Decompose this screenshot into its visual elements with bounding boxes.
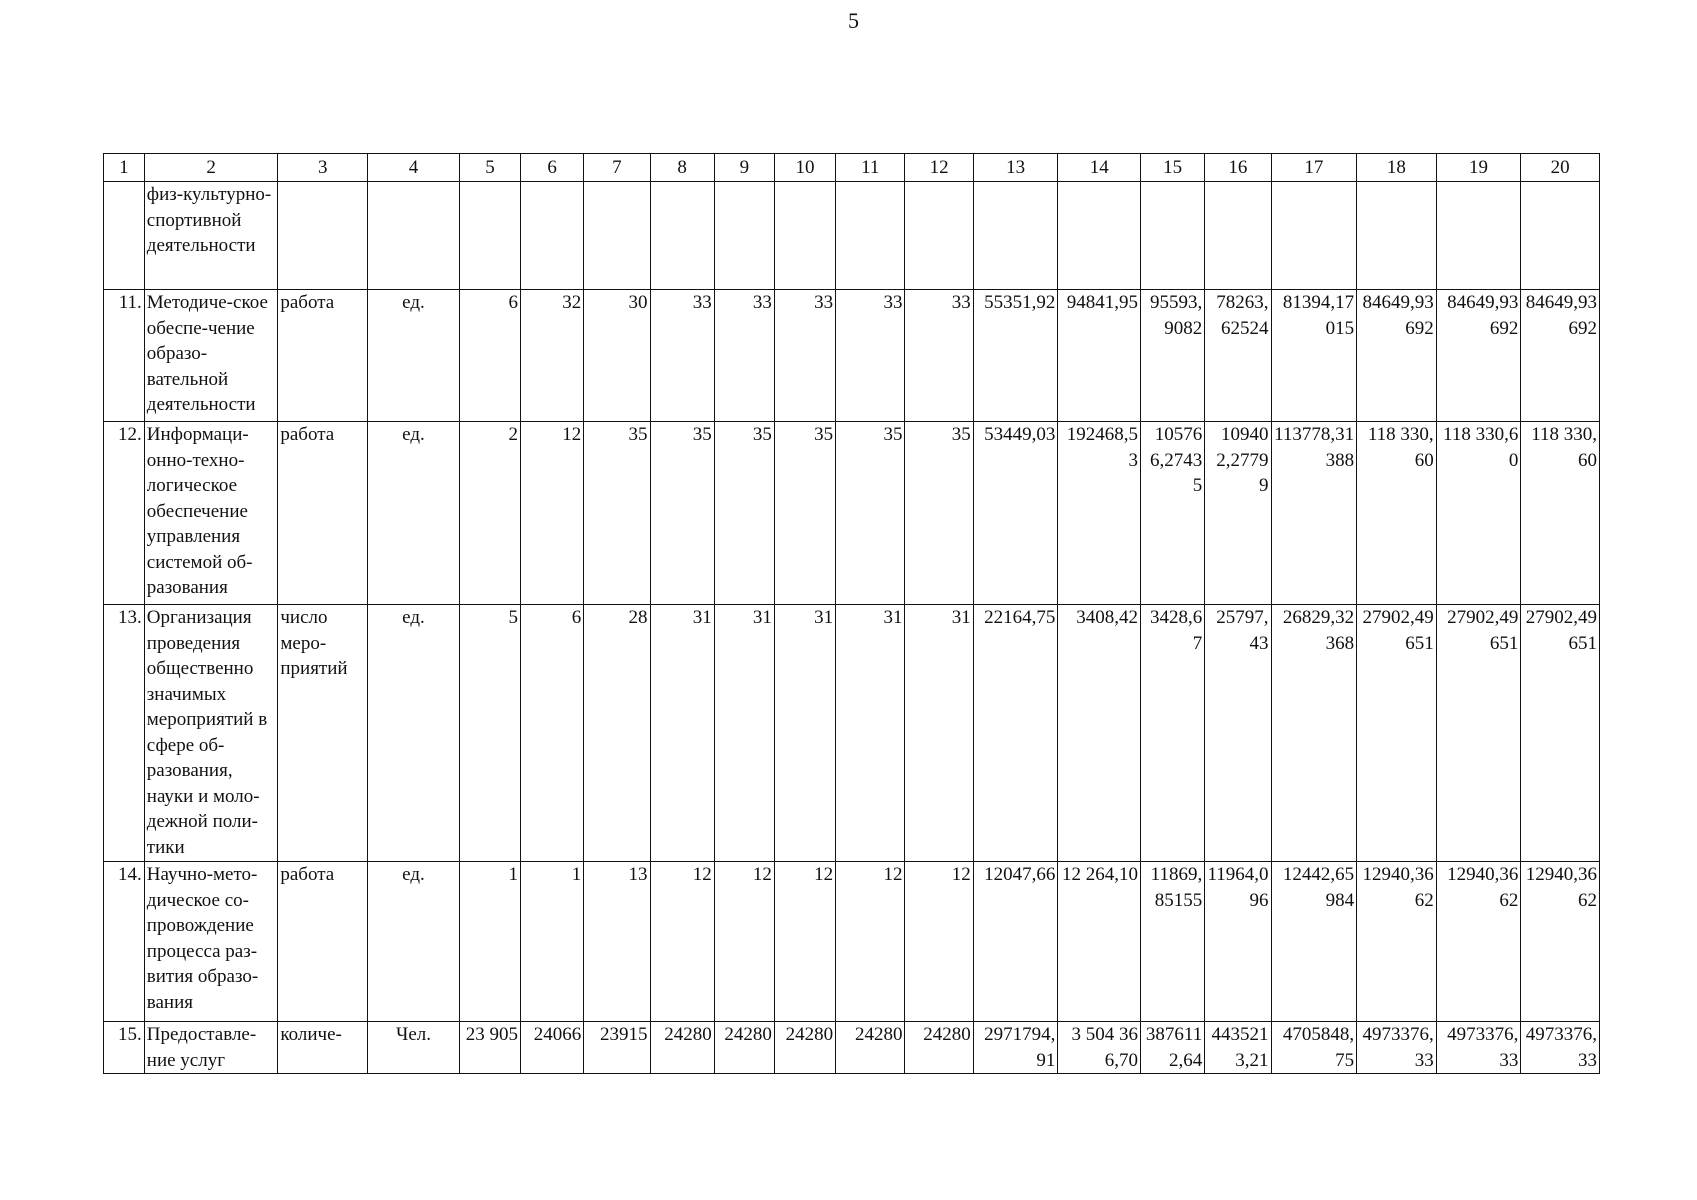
value-cell bbox=[1140, 182, 1204, 290]
header-cell: 8 bbox=[650, 154, 714, 182]
value-cell: 33 bbox=[774, 290, 835, 422]
value-cell bbox=[905, 182, 973, 290]
value-cell: 26829,32368 bbox=[1271, 605, 1357, 862]
unit-cell: ед. bbox=[368, 862, 460, 1022]
value-cell: 53449,03 bbox=[973, 422, 1058, 605]
value-cell: 84649,93692 bbox=[1357, 290, 1437, 422]
table-row bbox=[104, 862, 1600, 1022]
value-cell bbox=[584, 182, 650, 290]
header-cell: 17 bbox=[1271, 154, 1357, 182]
budget-table bbox=[103, 153, 1600, 1074]
row-number-cell bbox=[104, 182, 145, 290]
value-cell: 13 bbox=[584, 862, 650, 1022]
value-cell: 12 264,10 bbox=[1058, 862, 1141, 1022]
value-cell: 24280 bbox=[836, 1022, 905, 1074]
service-name-cell: физ-культурно-спортивной деятельности bbox=[144, 182, 278, 290]
value-cell: 4973376,33 bbox=[1357, 1022, 1437, 1074]
value-cell: 30 bbox=[584, 290, 650, 422]
value-cell: 3 504 366,70 bbox=[1058, 1022, 1141, 1074]
value-cell bbox=[1058, 182, 1141, 290]
value-cell: 1 bbox=[521, 862, 584, 1022]
value-cell: 33 bbox=[905, 290, 973, 422]
value-cell: 31 bbox=[774, 605, 835, 862]
value-cell: 35 bbox=[774, 422, 835, 605]
value-cell bbox=[1271, 182, 1357, 290]
value-cell: 55351,92 bbox=[973, 290, 1058, 422]
value-cell: 4705848,75 bbox=[1271, 1022, 1357, 1074]
measure-cell: количе- bbox=[278, 1022, 368, 1074]
header-cell: 11 bbox=[836, 154, 905, 182]
value-cell bbox=[1521, 182, 1600, 290]
value-cell: 24280 bbox=[905, 1022, 973, 1074]
value-cell: 35 bbox=[714, 422, 774, 605]
value-cell bbox=[459, 182, 520, 290]
table-row bbox=[104, 605, 1600, 862]
measure-cell bbox=[278, 182, 368, 290]
value-cell: 109402,27799 bbox=[1205, 422, 1271, 605]
row-number-cell: 13. bbox=[104, 605, 145, 862]
value-cell: 31 bbox=[714, 605, 774, 862]
header-cell: 1 bbox=[104, 154, 145, 182]
header-cell: 7 bbox=[584, 154, 650, 182]
table-row bbox=[104, 182, 1600, 290]
row-number-cell: 14. bbox=[104, 862, 145, 1022]
value-cell: 23 905 bbox=[459, 1022, 520, 1074]
value-cell: 22164,75 bbox=[973, 605, 1058, 862]
value-cell: 11964,096 bbox=[1205, 862, 1271, 1022]
header-cell: 9 bbox=[714, 154, 774, 182]
table-row bbox=[104, 290, 1600, 422]
service-name-cell: Методиче-ское обеспе-чение образо-вательной деятельности bbox=[144, 290, 278, 422]
header-cell: 20 bbox=[1521, 154, 1600, 182]
value-cell: 192468,53 bbox=[1058, 422, 1141, 605]
value-cell: 118 330,60 bbox=[1436, 422, 1521, 605]
unit-cell: Чел. bbox=[368, 1022, 460, 1074]
value-cell: 12442,65984 bbox=[1271, 862, 1357, 1022]
row-number-cell: 11. bbox=[104, 290, 145, 422]
value-cell: 35 bbox=[584, 422, 650, 605]
value-cell bbox=[1436, 182, 1521, 290]
value-cell: 81394,17015 bbox=[1271, 290, 1357, 422]
value-cell: 4435213,21 bbox=[1205, 1022, 1271, 1074]
value-cell: 11869,85155 bbox=[1140, 862, 1204, 1022]
value-cell: 2 bbox=[459, 422, 520, 605]
value-cell: 27902,49651 bbox=[1357, 605, 1437, 862]
value-cell: 4973376,33 bbox=[1436, 1022, 1521, 1074]
value-cell: 31 bbox=[905, 605, 973, 862]
header-cell: 19 bbox=[1436, 154, 1521, 182]
value-cell: 33 bbox=[836, 290, 905, 422]
value-cell: 27902,49651 bbox=[1436, 605, 1521, 862]
value-cell: 27902,49651 bbox=[1521, 605, 1600, 862]
header-cell: 18 bbox=[1357, 154, 1437, 182]
value-cell: 4973376,33 bbox=[1521, 1022, 1600, 1074]
measure-cell: работа bbox=[278, 862, 368, 1022]
header-cell: 13 bbox=[973, 154, 1058, 182]
value-cell: 6 bbox=[521, 605, 584, 862]
service-name-cell: Научно-мето-дическое со-провождение процесса раз-вития образо-вания bbox=[144, 862, 278, 1022]
unit-cell: ед. bbox=[368, 422, 460, 605]
value-cell: 113778,31388 bbox=[1271, 422, 1357, 605]
header-row bbox=[104, 154, 1600, 182]
value-cell: 105766,27435 bbox=[1140, 422, 1204, 605]
table-body bbox=[104, 154, 1600, 1074]
value-cell bbox=[836, 182, 905, 290]
value-cell: 78263,62524 bbox=[1205, 290, 1271, 422]
value-cell bbox=[973, 182, 1058, 290]
value-cell: 31 bbox=[836, 605, 905, 862]
header-cell: 12 bbox=[905, 154, 973, 182]
value-cell: 12 bbox=[521, 422, 584, 605]
value-cell: 12 bbox=[650, 862, 714, 1022]
header-cell: 16 bbox=[1205, 154, 1271, 182]
value-cell: 24280 bbox=[650, 1022, 714, 1074]
value-cell: 84649,93692 bbox=[1521, 290, 1600, 422]
value-cell: 12 bbox=[714, 862, 774, 1022]
value-cell: 5 bbox=[459, 605, 520, 862]
table-row bbox=[104, 422, 1600, 605]
value-cell: 6 bbox=[459, 290, 520, 422]
value-cell: 12047,66 bbox=[973, 862, 1058, 1022]
header-cell: 2 bbox=[144, 154, 278, 182]
header-cell: 4 bbox=[368, 154, 460, 182]
value-cell: 3876112,64 bbox=[1140, 1022, 1204, 1074]
unit-cell: ед. bbox=[368, 605, 460, 862]
value-cell bbox=[521, 182, 584, 290]
value-cell: 12940,3662 bbox=[1357, 862, 1437, 1022]
value-cell: 3428,67 bbox=[1140, 605, 1204, 862]
value-cell: 24280 bbox=[714, 1022, 774, 1074]
value-cell: 95593,9082 bbox=[1140, 290, 1204, 422]
value-cell: 118 330,60 bbox=[1357, 422, 1437, 605]
value-cell: 23915 bbox=[584, 1022, 650, 1074]
service-name-cell: Предоставле-ние услуг bbox=[144, 1022, 278, 1074]
value-cell: 12940,3662 bbox=[1521, 862, 1600, 1022]
value-cell: 32 bbox=[521, 290, 584, 422]
unit-cell: ед. bbox=[368, 290, 460, 422]
header-cell: 15 bbox=[1140, 154, 1204, 182]
value-cell: 3408,42 bbox=[1058, 605, 1141, 862]
measure-cell: работа bbox=[278, 422, 368, 605]
row-number-cell: 15. bbox=[104, 1022, 145, 1074]
value-cell: 35 bbox=[836, 422, 905, 605]
value-cell: 94841,95 bbox=[1058, 290, 1141, 422]
measure-cell: число меро-приятий bbox=[278, 605, 368, 862]
header-cell: 6 bbox=[521, 154, 584, 182]
value-cell: 33 bbox=[714, 290, 774, 422]
header-cell: 3 bbox=[278, 154, 368, 182]
header-cell: 5 bbox=[459, 154, 520, 182]
table-row bbox=[104, 1022, 1600, 1074]
value-cell bbox=[1205, 182, 1271, 290]
value-cell: 12 bbox=[905, 862, 973, 1022]
value-cell: 28 bbox=[584, 605, 650, 862]
value-cell bbox=[774, 182, 835, 290]
value-cell: 35 bbox=[650, 422, 714, 605]
unit-cell bbox=[368, 182, 460, 290]
value-cell: 12 bbox=[836, 862, 905, 1022]
value-cell: 31 bbox=[650, 605, 714, 862]
value-cell: 84649,93692 bbox=[1436, 290, 1521, 422]
value-cell: 33 bbox=[650, 290, 714, 422]
value-cell: 24280 bbox=[774, 1022, 835, 1074]
value-cell bbox=[1357, 182, 1437, 290]
value-cell: 1 bbox=[459, 862, 520, 1022]
value-cell bbox=[714, 182, 774, 290]
page-number: 5 bbox=[848, 8, 859, 33]
measure-cell: работа bbox=[278, 290, 368, 422]
value-cell bbox=[650, 182, 714, 290]
service-name-cell: Информаци-онно-техно-логическое обеспечение управления системой об-разования bbox=[144, 422, 278, 605]
value-cell: 2971794,91 bbox=[973, 1022, 1058, 1074]
value-cell: 24066 bbox=[521, 1022, 584, 1074]
value-cell: 118 330,60 bbox=[1521, 422, 1600, 605]
value-cell: 12940,3662 bbox=[1436, 862, 1521, 1022]
header-cell: 10 bbox=[774, 154, 835, 182]
value-cell: 35 bbox=[905, 422, 973, 605]
row-number-cell: 12. bbox=[104, 422, 145, 605]
header-cell: 14 bbox=[1058, 154, 1141, 182]
value-cell: 25797,43 bbox=[1205, 605, 1271, 862]
service-name-cell: Организация проведения общественно значимых мероприятий в сфере об-разования, науки и моло-дежной поли-тики bbox=[144, 605, 278, 862]
value-cell: 12 bbox=[774, 862, 835, 1022]
